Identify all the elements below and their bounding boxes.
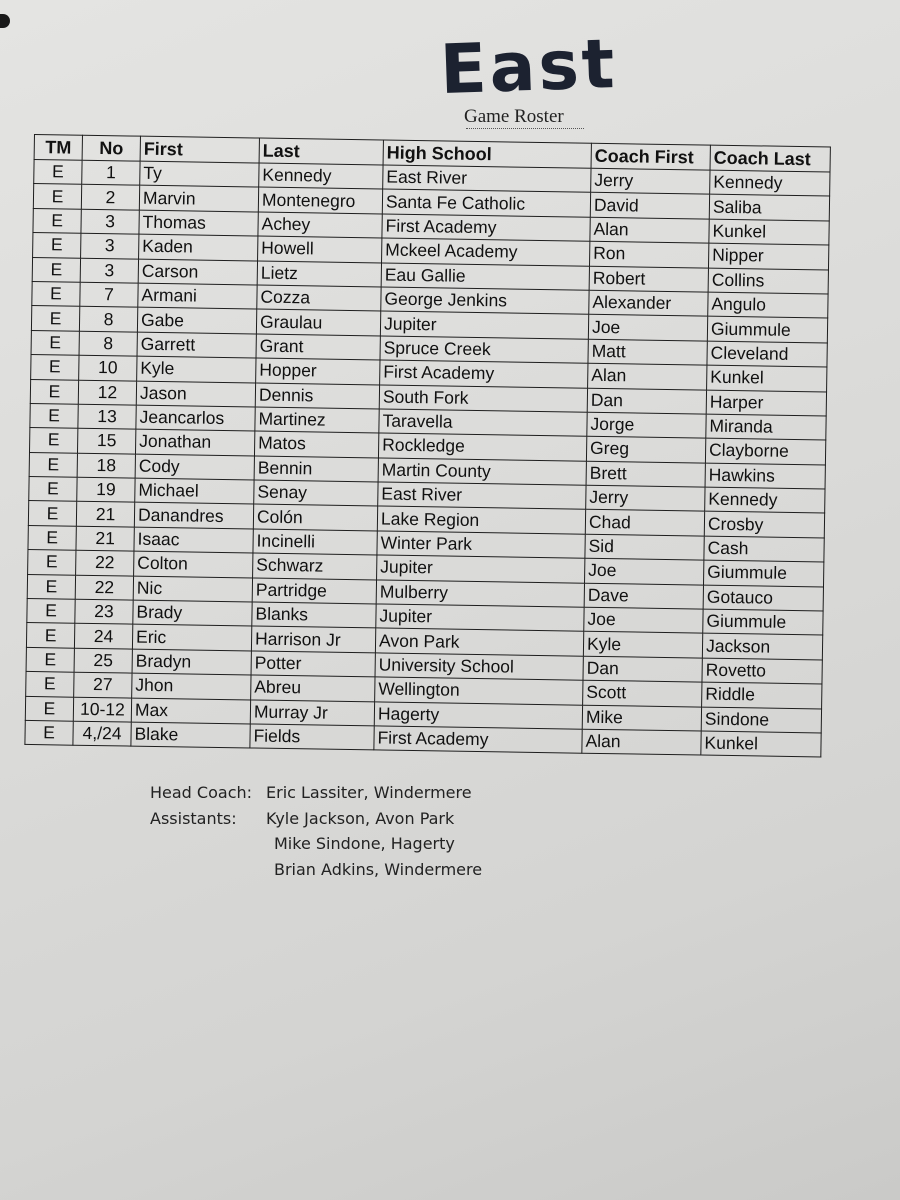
cell-coach-last: Giummule bbox=[707, 316, 827, 342]
cell-last-name: Graulau bbox=[256, 309, 380, 335]
assistant-coach: Brian Adkins, Windermere bbox=[274, 859, 483, 879]
column-header-high-school: High School bbox=[383, 140, 591, 168]
cell-number: 12 bbox=[78, 380, 136, 405]
cell-number: 21 bbox=[76, 502, 134, 527]
cell-coach-last: Saliba bbox=[709, 195, 829, 221]
cell-first-name: Eric bbox=[132, 625, 251, 651]
cell-number: 23 bbox=[75, 599, 133, 624]
cell-first-name: Jeancarlos bbox=[136, 405, 255, 431]
cell-last-name: Dennis bbox=[255, 383, 379, 409]
assistant-coach: Kyle Jackson, Avon Park bbox=[266, 808, 455, 828]
cell-first-name: Michael bbox=[135, 478, 254, 504]
cell-number: 8 bbox=[79, 307, 137, 332]
cell-coach-last: Hawkins bbox=[705, 463, 825, 489]
cell-number: 19 bbox=[77, 477, 135, 502]
cell-team: E bbox=[27, 598, 75, 623]
cell-high-school: Martin County bbox=[378, 458, 586, 486]
cell-coach-last: Cash bbox=[704, 536, 824, 562]
cell-last-name: Howell bbox=[258, 236, 382, 262]
cell-team: E bbox=[32, 281, 80, 306]
cell-high-school: Jupiter bbox=[376, 604, 584, 632]
cell-coach-first: Dave bbox=[584, 583, 703, 609]
cell-high-school: Avon Park bbox=[375, 628, 583, 656]
cell-number: 7 bbox=[80, 282, 138, 307]
cell-team: E bbox=[27, 574, 75, 599]
assistant-coach-line bbox=[150, 831, 482, 857]
assistant-coach: Mike Sindone, Hagerty bbox=[274, 834, 455, 853]
cell-first-name: Max bbox=[131, 698, 250, 724]
cell-last-name: Montenegro bbox=[258, 187, 382, 213]
roster-subtitle: Game Roster bbox=[464, 106, 564, 127]
cell-coach-first: Greg bbox=[586, 437, 705, 463]
cell-coach-first: Joe bbox=[584, 607, 703, 633]
cell-number: 18 bbox=[77, 453, 135, 478]
column-header-tm: TM bbox=[34, 135, 82, 161]
roster-table bbox=[24, 134, 831, 758]
cell-coach-first: Sid bbox=[585, 534, 704, 560]
cell-coach-last: Rovetto bbox=[702, 658, 822, 684]
cell-high-school: University School bbox=[375, 653, 583, 681]
cell-number: 10 bbox=[79, 355, 137, 380]
cell-first-name: Cody bbox=[135, 454, 254, 480]
cell-coach-first: Dan bbox=[587, 388, 706, 414]
cell-coach-last: Clayborne bbox=[705, 438, 825, 464]
cell-team: E bbox=[30, 403, 78, 428]
cell-coach-first: Robert bbox=[589, 266, 708, 292]
cell-high-school: South Fork bbox=[379, 384, 587, 412]
cell-coach-first: Jerry bbox=[591, 168, 710, 194]
cell-team: E bbox=[28, 501, 76, 526]
cell-coach-last: Sindone bbox=[701, 707, 821, 733]
cell-coach-first: Brett bbox=[586, 461, 705, 487]
cell-team: E bbox=[25, 696, 73, 721]
cell-coach-first: Alan bbox=[582, 729, 701, 755]
column-header-first: First bbox=[140, 136, 259, 163]
cell-last-name: Hopper bbox=[256, 358, 380, 384]
cell-last-name: Potter bbox=[251, 651, 375, 677]
cell-high-school: Wellington bbox=[375, 677, 583, 705]
cell-last-name: Bennin bbox=[254, 456, 378, 482]
cell-team: E bbox=[26, 672, 74, 697]
cell-first-name: Jhon bbox=[132, 673, 251, 699]
cell-first-name: Nic bbox=[133, 576, 252, 602]
cell-coach-first: Matt bbox=[588, 339, 707, 365]
cell-high-school: First Academy bbox=[382, 214, 590, 242]
cell-team: E bbox=[25, 720, 73, 745]
cell-high-school: Rockledge bbox=[378, 433, 586, 461]
cell-first-name: Gabe bbox=[137, 307, 256, 333]
cell-team: E bbox=[33, 184, 81, 209]
cell-last-name: Lietz bbox=[257, 261, 381, 287]
cell-first-name: Kyle bbox=[137, 356, 256, 382]
page-corner-mark bbox=[0, 14, 10, 28]
column-header-coach-last: Coach Last bbox=[710, 145, 830, 172]
cell-coach-last: Giummule bbox=[704, 560, 824, 586]
cell-first-name: Jason bbox=[136, 381, 255, 407]
coaching-staff bbox=[150, 780, 482, 882]
cell-team: E bbox=[26, 623, 74, 648]
cell-coach-first: Dan bbox=[583, 656, 702, 682]
cell-last-name: Achey bbox=[258, 212, 382, 238]
cell-first-name: Armani bbox=[138, 283, 257, 309]
cell-team: E bbox=[26, 647, 74, 672]
cell-last-name: Abreu bbox=[251, 675, 375, 701]
cell-number: 3 bbox=[81, 233, 139, 258]
cell-high-school: Santa Fe Catholic bbox=[382, 189, 590, 217]
cell-high-school: Winter Park bbox=[377, 531, 585, 559]
cell-high-school: Lake Region bbox=[377, 506, 585, 534]
cell-coach-first: Jerry bbox=[586, 485, 705, 511]
cell-coach-first: Kyle bbox=[583, 632, 702, 658]
cell-coach-last: Crosby bbox=[704, 512, 824, 538]
cell-coach-first: Jorge bbox=[587, 412, 706, 438]
cell-last-name: Senay bbox=[254, 480, 378, 506]
cell-high-school: George Jenkins bbox=[381, 287, 589, 315]
cell-first-name: Danandres bbox=[134, 503, 253, 529]
team-title-handwritten: East bbox=[438, 24, 619, 111]
cell-coach-last: Giummule bbox=[703, 609, 823, 635]
cell-coach-first: Joe bbox=[585, 558, 704, 584]
cell-team: E bbox=[30, 379, 78, 404]
cell-high-school: Spruce Creek bbox=[380, 336, 588, 364]
cell-coach-last: Cleveland bbox=[707, 341, 827, 367]
cell-number: 22 bbox=[75, 575, 133, 600]
cell-number: 3 bbox=[81, 209, 139, 234]
cell-high-school: East River bbox=[383, 165, 591, 193]
cell-last-name: Murray Jr bbox=[250, 700, 374, 726]
cell-last-name: Kennedy bbox=[259, 163, 383, 189]
cell-high-school: Taravella bbox=[379, 409, 587, 437]
cell-coach-first: David bbox=[590, 193, 709, 219]
cell-first-name: Jonathan bbox=[135, 429, 254, 455]
cell-coach-first: Chad bbox=[585, 510, 704, 536]
assistants-label: Assistants: bbox=[150, 808, 237, 828]
cell-number: 25 bbox=[74, 648, 132, 673]
cell-number: 2 bbox=[81, 185, 139, 210]
cell-number: 27 bbox=[74, 672, 132, 697]
cell-coach-first: Scott bbox=[583, 680, 702, 706]
assistant-coach-line bbox=[150, 857, 482, 883]
cell-team: E bbox=[31, 306, 79, 331]
cell-coach-last: Angulo bbox=[708, 292, 828, 318]
cell-number: 13 bbox=[78, 404, 136, 429]
cell-coach-last: Miranda bbox=[706, 414, 826, 440]
roster-body bbox=[25, 160, 830, 758]
cell-coach-first: Alan bbox=[590, 217, 709, 243]
cell-number: 1 bbox=[82, 160, 140, 185]
cell-coach-first: Alexander bbox=[589, 290, 708, 316]
cell-last-name: Fields bbox=[250, 724, 374, 750]
cell-first-name: Bradyn bbox=[132, 649, 251, 675]
cell-coach-last: Collins bbox=[708, 268, 828, 294]
cell-first-name: Blake bbox=[131, 722, 250, 748]
assistants-line bbox=[150, 806, 482, 832]
cell-number: 21 bbox=[76, 526, 134, 551]
cell-coach-last: Kennedy bbox=[710, 170, 830, 196]
cell-number: 3 bbox=[80, 258, 138, 283]
cell-last-name: Martinez bbox=[255, 407, 379, 433]
cell-first-name: Ty bbox=[140, 161, 259, 187]
cell-number: 24 bbox=[74, 624, 132, 649]
cell-team: E bbox=[28, 550, 76, 575]
cell-team: E bbox=[33, 233, 81, 258]
cell-team: E bbox=[31, 330, 79, 355]
cell-high-school: First Academy bbox=[374, 726, 582, 754]
cell-number: 15 bbox=[77, 429, 135, 454]
cell-first-name: Thomas bbox=[139, 210, 258, 236]
cell-coach-first: Ron bbox=[589, 241, 708, 267]
subtitle-underline bbox=[466, 128, 584, 129]
cell-number: 8 bbox=[79, 331, 137, 356]
cell-last-name: Schwarz bbox=[253, 553, 377, 579]
cell-high-school: East River bbox=[378, 482, 586, 510]
cell-coach-last: Riddle bbox=[702, 682, 822, 708]
cell-team: E bbox=[29, 477, 77, 502]
cell-last-name: Blanks bbox=[252, 602, 376, 628]
cell-number: 10-12 bbox=[73, 697, 131, 722]
cell-coach-last: Kunkel bbox=[709, 219, 829, 245]
cell-team: E bbox=[29, 452, 77, 477]
cell-team: E bbox=[33, 208, 81, 233]
cell-team: E bbox=[28, 525, 76, 550]
cell-number: 22 bbox=[76, 550, 134, 575]
column-header-no: No bbox=[82, 135, 140, 161]
cell-coach-last: Jackson bbox=[702, 633, 822, 659]
cell-high-school: Eau Gallie bbox=[381, 263, 589, 291]
cell-coach-first: Alan bbox=[588, 363, 707, 389]
cell-last-name: Incinelli bbox=[253, 529, 377, 555]
cell-coach-last: Nipper bbox=[708, 243, 828, 269]
cell-first-name: Kaden bbox=[139, 234, 258, 260]
cell-coach-last: Kennedy bbox=[705, 487, 825, 513]
cell-last-name: Grant bbox=[256, 334, 380, 360]
cell-high-school: Hagerty bbox=[374, 702, 582, 730]
cell-first-name: Brady bbox=[133, 600, 252, 626]
cell-last-name: Harrison Jr bbox=[251, 626, 375, 652]
cell-high-school: Mulberry bbox=[376, 580, 584, 608]
cell-last-name: Cozza bbox=[257, 285, 381, 311]
cell-coach-first: Joe bbox=[588, 315, 707, 341]
cell-team: E bbox=[34, 160, 82, 185]
cell-team: E bbox=[32, 257, 80, 282]
cell-coach-last: Kunkel bbox=[707, 365, 827, 391]
cell-first-name: Isaac bbox=[134, 527, 253, 553]
head-coach-line bbox=[150, 780, 482, 806]
column-header-coach-first: Coach First bbox=[591, 143, 710, 170]
head-coach-name: Eric Lassiter, Windermere bbox=[266, 783, 472, 802]
cell-first-name: Marvin bbox=[139, 186, 258, 212]
head-coach-label: Head Coach: bbox=[150, 783, 253, 802]
cell-coach-last: Kunkel bbox=[701, 731, 821, 757]
cell-number: 4,/24 bbox=[73, 721, 131, 746]
cell-coach-last: Gotauco bbox=[703, 585, 823, 611]
column-header-last: Last bbox=[259, 138, 383, 165]
cell-team: E bbox=[31, 355, 79, 380]
cell-high-school: Jupiter bbox=[377, 555, 585, 583]
cell-high-school: Jupiter bbox=[380, 311, 588, 339]
cell-last-name: Partridge bbox=[252, 578, 376, 604]
cell-team: E bbox=[30, 428, 78, 453]
cell-first-name: Colton bbox=[134, 551, 253, 577]
cell-high-school: Mckeel Academy bbox=[382, 238, 590, 266]
cell-first-name: Carson bbox=[138, 259, 257, 285]
cell-first-name: Garrett bbox=[137, 332, 256, 358]
cell-last-name: Matos bbox=[254, 431, 378, 457]
cell-coach-first: Mike bbox=[582, 705, 701, 731]
cell-coach-last: Harper bbox=[706, 390, 826, 416]
cell-last-name: Colón bbox=[253, 504, 377, 530]
cell-high-school: First Academy bbox=[380, 360, 588, 388]
roster-table-container bbox=[24, 134, 834, 758]
